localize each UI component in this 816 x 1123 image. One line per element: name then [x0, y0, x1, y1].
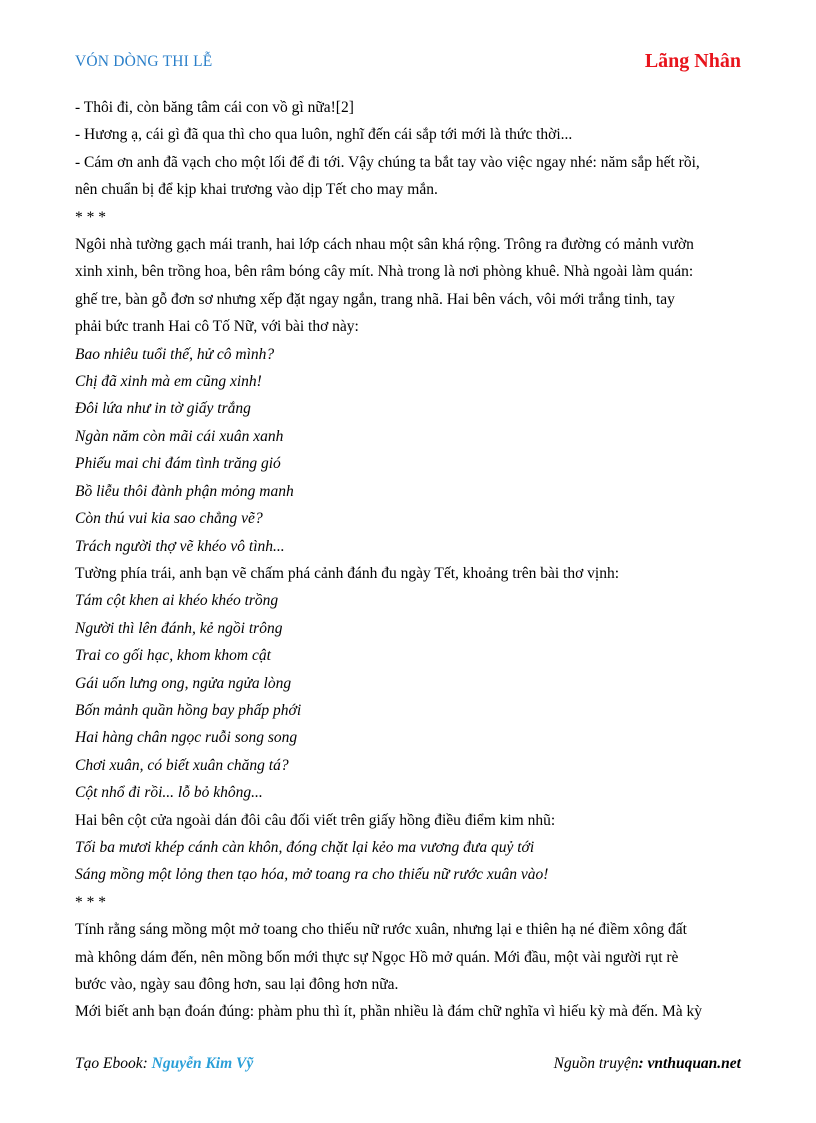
- text-line: - Cám ơn anh đã vạch cho một lối để đi tới. Vậy chúng ta bắt tay vào việc ngay nhé: năm sắp hết rồi,: [75, 153, 700, 171]
- poem-line: Bao nhiêu tuổi thế, hử cô mình?: [75, 345, 275, 363]
- poem-line: Trai co gối hạc, khom khom cật: [75, 647, 271, 665]
- author-name: Lãng Nhân: [644, 50, 741, 72]
- ebook-credit: [75, 1055, 253, 1073]
- text-line: Tính rằng sáng mồng một mở toang cho thiếu nữ rước xuân, nhưng lại e thiên hạ né điềm xông đất: [75, 921, 687, 939]
- poem-line: Bồ liễu thôi đành phận mỏng manh: [75, 482, 294, 500]
- text-line: Tường phía trái, anh bạn vẽ chấm phá cảnh đánh đu ngày Tết, khoảng trên bài thơ vịnh:: [75, 564, 620, 582]
- poem-line: Đôi lứa như in tờ giấy trắng: [75, 400, 251, 418]
- source-credit-label: Nguồn truyện: [553, 1055, 639, 1072]
- page-footer: [75, 1055, 741, 1077]
- poem-line: Hai hàng chân ngọc ruỗi song song: [75, 729, 298, 747]
- poem-line: Ngàn năm còn mãi cái xuân xanh: [75, 427, 284, 445]
- source-credit-sep: :: [638, 1055, 648, 1072]
- source-credit-site: vnthuquan.net: [647, 1055, 741, 1072]
- poem-line: Chị đã xinh mà em cũng xinh!: [75, 373, 262, 391]
- body-text: [75, 94, 755, 1026]
- text-line: ghế tre, bàn gỗ đơn sơ nhưng xếp đặt ngay ngắn, trang nhã. Hai bên vách, vôi mới trắng tinh, tay: [75, 290, 675, 308]
- text-line: - Hương ạ, cái gì đã qua thì cho qua luôn, nghĩ đến cái sắp tới mới là thức thời...: [75, 126, 573, 144]
- text-line: nên chuẩn bị để kịp khai trương vào dịp Tết cho may mắn.: [75, 181, 438, 199]
- poem-line: Còn thú vui kia sao chẳng vẽ?: [75, 510, 263, 528]
- poem-line: Chơi xuân, có biết xuân chăng tá?: [75, 756, 289, 774]
- poem-line: Sáng mồng một lỏng then tạo hóa, mở toang ra cho thiếu nữ rước xuân vào!: [75, 866, 549, 884]
- text-line: * * *: [75, 893, 106, 911]
- ebook-credit-name: Nguyễn Kim Vỹ: [151, 1055, 254, 1072]
- text-line: phải bức tranh Hai cô Tố Nữ, với bài thơ này:: [75, 318, 359, 336]
- ebook-credit-sep: :: [142, 1055, 152, 1072]
- poem-line: Tối ba mươi khép cánh càn khôn, đóng chặt lại kẻo ma vương đưa quỷ tới: [75, 838, 535, 856]
- source-credit: [554, 1055, 741, 1073]
- poem-line: Cột nhổ đi rồi... lỗ bỏ không...: [75, 784, 263, 802]
- page-header: [75, 50, 741, 74]
- text-line: Hai bên cột cửa ngoài dán đôi câu đối viết trên giấy hồng điều điểm kim nhũ:: [75, 811, 556, 829]
- poem-line: Bốn mảnh quần hồng bay phấp phới: [75, 701, 302, 719]
- ebook-credit-label: Tạo Ebook: [75, 1055, 143, 1072]
- text-line: - Thôi đi, còn băng tâm cái con vồ gì nữa![2]: [75, 99, 354, 116]
- text-line: * * *: [75, 208, 106, 226]
- text-line: Mới biết anh bạn đoán đúng: phàm phu thì ít, phần nhiều là đám chữ nghĩa vì hiếu kỳ mà đến. Mà kỳ: [75, 1003, 703, 1021]
- poem-line: Phiếu mai chi đám tình trăng gió: [75, 455, 281, 473]
- text-line: bước vào, ngày sau đông hơn, sau lại đông hơn nữa.: [75, 976, 399, 993]
- book-title: VÓN DÒNG THI LỄ: [75, 53, 213, 70]
- poem-line: Tám cột khen ai khéo khéo trồng: [75, 592, 279, 610]
- text-line: Ngôi nhà tường gạch mái tranh, hai lớp cách nhau một sân khá rộng. Trông ra đường có mảnh vườn: [75, 236, 694, 254]
- poem-line: Trách người thợ vẽ khéo vô tình...: [75, 537, 285, 555]
- text-line: xinh xinh, bên trồng hoa, bên râm bóng cây mít. Nhà trong là nơi phòng khuê. Nhà ngoài làm quán:: [75, 263, 694, 281]
- text-line: mà không dám đến, nên mồng bốn mới thực sự Ngọc Hồ mở quán. Mới đầu, một vài người rụt rè: [75, 948, 679, 966]
- poem-line: Gái uốn lưng ong, ngửa ngửa lòng: [75, 674, 292, 692]
- poem-line: Người thì lên đánh, kẻ ngồi trông: [75, 619, 283, 637]
